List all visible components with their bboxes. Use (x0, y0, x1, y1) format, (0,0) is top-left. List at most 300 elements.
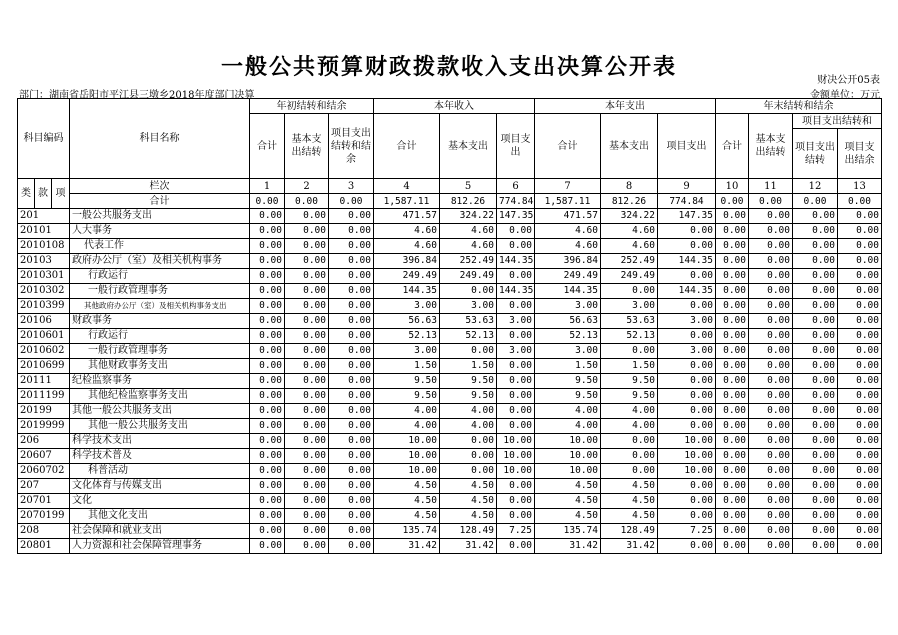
table-row (18, 254, 882, 269)
subject-name: 财政事务 (70, 314, 250, 329)
amount-cell: 0.00 (793, 404, 838, 419)
subject-code: 2070199 (18, 509, 70, 524)
column-number: 11 (749, 179, 793, 194)
amount-cell: 0.00 (250, 314, 285, 329)
amount-cell: 0.00 (285, 539, 329, 554)
amount-cell: 252.49 (601, 254, 658, 269)
amount-cell: 0.00 (329, 269, 374, 284)
subject-code: 2060702 (18, 464, 70, 479)
amount-cell: 0.00 (250, 404, 285, 419)
header-kuan: 款 (35, 179, 52, 209)
amount-cell: 10.00 (497, 464, 535, 479)
subject-name: 行政运行 (70, 269, 250, 284)
subject-code: 20106 (18, 314, 70, 329)
amount-cell: 0.00 (716, 404, 749, 419)
amount-cell: 0.00 (250, 524, 285, 539)
amount-cell: 0.00 (658, 374, 716, 389)
amount-cell: 0.00 (749, 299, 793, 314)
amount-cell: 471.57 (535, 209, 601, 224)
subject-code: 20607 (18, 449, 70, 464)
amount-cell: 52.13 (535, 329, 601, 344)
header-total: 合计 (535, 114, 601, 179)
column-number: 4 (374, 179, 440, 194)
amount-cell: 0.00 (838, 314, 882, 329)
amount-cell: 10.00 (374, 464, 440, 479)
header-basic-expense: 基本支出 (440, 114, 497, 179)
amount-cell: 0.00 (497, 494, 535, 509)
amount-cell: 0.00 (329, 329, 374, 344)
amount-cell: 3.00 (658, 314, 716, 329)
amount-cell: 7.25 (658, 524, 716, 539)
header-total: 合计 (250, 114, 285, 179)
amount-cell: 0.00 (329, 239, 374, 254)
amount-cell: 0.00 (838, 479, 882, 494)
amount-cell: 4.60 (440, 239, 497, 254)
header-basic-carry: 基本支出结转 (285, 114, 329, 179)
amount-cell: 9.50 (440, 389, 497, 404)
amount-cell: 0.00 (838, 284, 882, 299)
amount-cell: 0.00 (285, 209, 329, 224)
subject-name: 社会保障和就业支出 (70, 524, 250, 539)
amount-cell: 144.35 (658, 254, 716, 269)
amount-cell: 53.63 (601, 314, 658, 329)
amount-cell: 0.00 (497, 224, 535, 239)
subject-name: 其他一般公共服务支出 (70, 419, 250, 434)
amount-cell: 4.60 (535, 224, 601, 239)
amount-cell: 0.00 (838, 374, 882, 389)
amount-cell: 0.00 (285, 269, 329, 284)
amount-cell: 31.42 (374, 539, 440, 554)
subject-name: 科学技术普及 (70, 449, 250, 464)
amount-cell: 56.63 (535, 314, 601, 329)
header-lanci: 栏次 (70, 179, 250, 194)
subject-name: 一般行政管理事务 (70, 344, 250, 359)
amount-cell: 0.00 (250, 374, 285, 389)
table-row (18, 494, 882, 509)
subject-code: 20801 (18, 539, 70, 554)
amount-cell: 4.60 (374, 239, 440, 254)
amount-cell: 0.00 (250, 464, 285, 479)
amount-cell: 1.50 (535, 359, 601, 374)
table-row (18, 344, 882, 359)
form-number: 财决公开05表 (817, 75, 880, 86)
amount-cell: 324.22 (440, 209, 497, 224)
amount-cell: 0.00 (716, 374, 749, 389)
table-row (18, 314, 882, 329)
amount-cell: 0.00 (658, 329, 716, 344)
header-project-expense: 项目支出 (658, 114, 716, 179)
amount-cell: 0.00 (497, 359, 535, 374)
header-start-balance: 年初结转和结余 (250, 99, 374, 114)
amount-cell: 249.49 (440, 269, 497, 284)
amount-cell: 4.50 (601, 479, 658, 494)
amount-cell: 0.00 (749, 359, 793, 374)
amount-cell: 0.00 (250, 434, 285, 449)
header-income: 本年收入 (374, 99, 535, 114)
table-row (18, 299, 882, 314)
amount-cell: 0.00 (329, 314, 374, 329)
amount-cell: 4.00 (535, 419, 601, 434)
amount-cell: 0.00 (838, 464, 882, 479)
amount-cell: 0.00 (716, 239, 749, 254)
amount-cell: 0.00 (285, 479, 329, 494)
subject-code: 2011199 (18, 389, 70, 404)
amount-cell: 10.00 (374, 449, 440, 464)
table-row (18, 404, 882, 419)
subject-name: 政府办公厅（室）及相关机构事务 (70, 254, 250, 269)
amount-cell: 0.00 (793, 284, 838, 299)
amount-cell: 0.00 (497, 329, 535, 344)
amount-cell: 4.50 (374, 479, 440, 494)
amount-cell: 0.00 (716, 479, 749, 494)
amount-cell: 0.00 (749, 404, 793, 419)
amount-cell: 3.00 (440, 299, 497, 314)
total-cell: 812.26 (440, 194, 497, 209)
amount-cell: 7.25 (497, 524, 535, 539)
amount-cell: 0.00 (285, 374, 329, 389)
amount-cell: 0.00 (250, 389, 285, 404)
amount-cell: 0.00 (793, 434, 838, 449)
amount-cell: 0.00 (838, 389, 882, 404)
amount-cell: 52.13 (440, 329, 497, 344)
amount-cell: 0.00 (250, 509, 285, 524)
subject-code: 2019999 (18, 419, 70, 434)
amount-cell: 10.00 (535, 434, 601, 449)
amount-cell: 0.00 (285, 389, 329, 404)
header-project-carry: 项目支出结转和结余 (329, 114, 374, 179)
header-code: 科目编码 (18, 99, 70, 179)
amount-cell: 0.00 (716, 314, 749, 329)
amount-cell: 0.00 (440, 284, 497, 299)
amount-cell: 0.00 (793, 239, 838, 254)
amount-cell: 0.00 (838, 419, 882, 434)
amount-cell: 128.49 (440, 524, 497, 539)
amount-cell: 0.00 (716, 389, 749, 404)
table-row (18, 224, 882, 239)
amount-cell: 0.00 (250, 539, 285, 554)
header-basic-expense: 基本支出 (601, 114, 658, 179)
amount-cell: 4.00 (601, 419, 658, 434)
amount-cell: 0.00 (749, 269, 793, 284)
amount-cell: 3.00 (535, 299, 601, 314)
amount-cell: 0.00 (749, 509, 793, 524)
amount-cell: 9.50 (601, 389, 658, 404)
amount-cell: 0.00 (250, 239, 285, 254)
amount-cell: 9.50 (601, 374, 658, 389)
amount-cell: 0.00 (285, 239, 329, 254)
amount-cell: 0.00 (749, 284, 793, 299)
amount-cell: 3.00 (497, 344, 535, 359)
amount-cell: 0.00 (749, 539, 793, 554)
subject-name: 代表工作 (70, 239, 250, 254)
subject-code: 2010699 (18, 359, 70, 374)
column-number: 9 (658, 179, 716, 194)
subject-name: 其他政府办公厅（室）及相关机构事务支出 (70, 299, 250, 314)
amount-cell: 144.35 (497, 284, 535, 299)
amount-cell: 9.50 (374, 389, 440, 404)
amount-cell: 0.00 (497, 509, 535, 524)
table-row (18, 449, 882, 464)
amount-cell: 3.00 (497, 314, 535, 329)
amount-cell: 0.00 (250, 344, 285, 359)
amount-cell: 0.00 (658, 494, 716, 509)
amount-cell: 0.00 (838, 509, 882, 524)
amount-cell: 0.00 (793, 419, 838, 434)
subject-name: 一般行政管理事务 (70, 284, 250, 299)
total-cell: 0.00 (749, 194, 793, 209)
amount-cell: 0.00 (285, 254, 329, 269)
amount-cell: 0.00 (716, 434, 749, 449)
amount-cell: 0.00 (793, 524, 838, 539)
amount-cell: 4.50 (440, 494, 497, 509)
amount-cell: 0.00 (658, 404, 716, 419)
amount-cell: 0.00 (838, 434, 882, 449)
subject-code: 201 (18, 209, 70, 224)
table-row (18, 359, 882, 374)
amount-cell: 0.00 (793, 374, 838, 389)
column-number: 12 (793, 179, 838, 194)
amount-cell: 0.00 (838, 404, 882, 419)
amount-cell: 0.00 (658, 224, 716, 239)
amount-cell: 0.00 (658, 539, 716, 554)
amount-cell: 0.00 (838, 449, 882, 464)
amount-cell: 0.00 (329, 389, 374, 404)
subject-code: 2010602 (18, 344, 70, 359)
amount-cell: 0.00 (838, 239, 882, 254)
column-number: 10 (716, 179, 749, 194)
subject-code: 2010601 (18, 329, 70, 344)
amount-cell: 10.00 (497, 449, 535, 464)
amount-cell: 0.00 (716, 464, 749, 479)
amount-cell: 0.00 (329, 449, 374, 464)
amount-cell: 4.00 (440, 419, 497, 434)
total-cell: 0.00 (716, 194, 749, 209)
amount-cell: 4.60 (601, 239, 658, 254)
amount-cell: 0.00 (285, 404, 329, 419)
column-number: 2 (285, 179, 329, 194)
header-project-sub: 项目支出结转和 (793, 114, 882, 129)
table-row (18, 479, 882, 494)
amount-cell: 144.35 (535, 284, 601, 299)
amount-cell: 0.00 (250, 269, 285, 284)
amount-cell: 0.00 (601, 449, 658, 464)
subject-name: 科学技术支出 (70, 434, 250, 449)
amount-cell: 0.00 (329, 524, 374, 539)
amount-cell: 0.00 (716, 449, 749, 464)
amount-cell: 10.00 (535, 449, 601, 464)
amount-cell: 1.50 (440, 359, 497, 374)
amount-cell: 10.00 (535, 464, 601, 479)
amount-cell: 4.50 (374, 509, 440, 524)
amount-cell: 0.00 (793, 299, 838, 314)
amount-cell: 0.00 (793, 479, 838, 494)
amount-cell: 4.50 (440, 479, 497, 494)
subject-name: 行政运行 (70, 329, 250, 344)
amount-cell: 0.00 (749, 239, 793, 254)
subject-name: 人力资源和社会保障管理事务 (70, 539, 250, 554)
amount-cell: 0.00 (497, 299, 535, 314)
amount-cell: 0.00 (250, 479, 285, 494)
amount-cell: 249.49 (601, 269, 658, 284)
amount-cell: 0.00 (749, 419, 793, 434)
amount-cell: 0.00 (440, 434, 497, 449)
amount-cell: 0.00 (329, 404, 374, 419)
header-project-carry-end: 项目支出结转 (793, 129, 838, 179)
amount-cell: 0.00 (250, 224, 285, 239)
total-cell: 812.26 (601, 194, 658, 209)
amount-cell: 0.00 (838, 359, 882, 374)
amount-cell: 0.00 (838, 494, 882, 509)
amount-cell: 0.00 (329, 419, 374, 434)
amount-cell: 0.00 (749, 224, 793, 239)
column-number: 8 (601, 179, 658, 194)
amount-cell: 0.00 (793, 314, 838, 329)
amount-cell: 0.00 (838, 524, 882, 539)
amount-cell: 0.00 (285, 464, 329, 479)
amount-cell: 0.00 (601, 464, 658, 479)
subject-name: 纪检监察事务 (70, 374, 250, 389)
amount-cell: 471.57 (374, 209, 440, 224)
subject-code: 20103 (18, 254, 70, 269)
amount-cell: 0.00 (497, 269, 535, 284)
amount-cell: 0.00 (329, 254, 374, 269)
amount-cell: 31.42 (601, 539, 658, 554)
amount-cell: 0.00 (285, 224, 329, 239)
amount-cell: 0.00 (329, 539, 374, 554)
amount-cell: 0.00 (749, 329, 793, 344)
amount-cell: 4.60 (374, 224, 440, 239)
amount-cell: 0.00 (329, 434, 374, 449)
subject-name: 其他一般公共服务支出 (70, 404, 250, 419)
amount-cell: 0.00 (285, 524, 329, 539)
amount-cell: 0.00 (793, 254, 838, 269)
amount-cell: 0.00 (838, 344, 882, 359)
subject-code: 2010108 (18, 239, 70, 254)
amount-cell: 4.50 (440, 509, 497, 524)
total-cell: 0.00 (793, 194, 838, 209)
subject-name: 文化体育与传媒支出 (70, 479, 250, 494)
amount-cell: 9.50 (535, 389, 601, 404)
amount-cell: 0.00 (716, 359, 749, 374)
total-row (18, 194, 882, 209)
amount-cell: 0.00 (285, 509, 329, 524)
total-cell: 0.00 (250, 194, 285, 209)
amount-cell: 0.00 (601, 284, 658, 299)
amount-cell: 4.50 (535, 509, 601, 524)
amount-cell: 0.00 (749, 434, 793, 449)
subject-name: 一般公共服务支出 (70, 209, 250, 224)
amount-cell: 0.00 (329, 224, 374, 239)
amount-cell: 3.00 (374, 299, 440, 314)
amount-cell: 0.00 (497, 419, 535, 434)
subject-name: 其他纪检监察事务支出 (70, 389, 250, 404)
amount-cell: 31.42 (535, 539, 601, 554)
table-row (18, 464, 882, 479)
amount-cell: 0.00 (601, 434, 658, 449)
amount-cell: 0.00 (838, 299, 882, 314)
amount-cell: 0.00 (838, 224, 882, 239)
amount-cell: 1.50 (374, 359, 440, 374)
amount-cell: 249.49 (535, 269, 601, 284)
amount-cell: 0.00 (440, 344, 497, 359)
table-header (18, 99, 882, 209)
subject-name: 文化 (70, 494, 250, 509)
amount-cell: 1.50 (601, 359, 658, 374)
total-cell: 1,587.11 (374, 194, 440, 209)
amount-cell: 0.00 (658, 269, 716, 284)
amount-cell: 0.00 (749, 374, 793, 389)
subject-code: 20199 (18, 404, 70, 419)
amount-cell: 0.00 (716, 269, 749, 284)
department-label: 部门：湖南省岳阳市平江县三墩乡2018年度部门决算 (19, 90, 255, 101)
amount-cell: 9.50 (535, 374, 601, 389)
report-title: 一般公共预算财政拨款收入支出决算公开表 (220, 54, 677, 80)
amount-cell: 10.00 (658, 449, 716, 464)
total-cell: 0.00 (285, 194, 329, 209)
amount-cell: 0.00 (658, 239, 716, 254)
amount-cell: 0.00 (716, 539, 749, 554)
amount-cell: 0.00 (749, 209, 793, 224)
amount-cell: 0.00 (749, 464, 793, 479)
amount-cell: 0.00 (793, 389, 838, 404)
amount-cell: 0.00 (793, 464, 838, 479)
amount-cell: 3.00 (374, 344, 440, 359)
amount-cell: 0.00 (716, 524, 749, 539)
total-cell: 0.00 (838, 194, 882, 209)
amount-cell: 0.00 (749, 524, 793, 539)
amount-cell: 0.00 (749, 449, 793, 464)
amount-cell: 0.00 (716, 299, 749, 314)
amount-cell: 4.60 (601, 224, 658, 239)
total-cell: 774.84 (658, 194, 716, 209)
amount-cell: 0.00 (658, 419, 716, 434)
subject-code: 2010301 (18, 269, 70, 284)
amount-cell: 0.00 (250, 494, 285, 509)
amount-cell: 0.00 (793, 329, 838, 344)
amount-cell: 324.22 (601, 209, 658, 224)
amount-cell: 128.49 (601, 524, 658, 539)
subject-code: 20111 (18, 374, 70, 389)
amount-cell: 0.00 (329, 284, 374, 299)
amount-cell: 0.00 (658, 299, 716, 314)
amount-cell: 0.00 (838, 269, 882, 284)
amount-cell: 0.00 (250, 254, 285, 269)
amount-cell: 0.00 (497, 389, 535, 404)
amount-cell: 0.00 (716, 509, 749, 524)
table-row (18, 269, 882, 284)
table-row (18, 524, 882, 539)
amount-cell: 0.00 (716, 254, 749, 269)
amount-cell: 10.00 (658, 434, 716, 449)
amount-cell: 0.00 (838, 539, 882, 554)
table-body (18, 209, 882, 554)
amount-cell: 0.00 (793, 359, 838, 374)
column-number: 3 (329, 179, 374, 194)
amount-cell: 4.50 (535, 494, 601, 509)
table-row (18, 419, 882, 434)
header-name: 科目名称 (70, 99, 250, 179)
amount-cell: 4.60 (535, 239, 601, 254)
amount-cell: 4.50 (374, 494, 440, 509)
header-project-expense: 项目支出 (497, 114, 535, 179)
amount-cell: 0.00 (285, 494, 329, 509)
amount-cell: 0.00 (329, 509, 374, 524)
table-row (18, 434, 882, 449)
amount-cell: 0.00 (329, 464, 374, 479)
subject-code: 206 (18, 434, 70, 449)
amount-cell: 10.00 (658, 464, 716, 479)
amount-cell: 0.00 (749, 314, 793, 329)
